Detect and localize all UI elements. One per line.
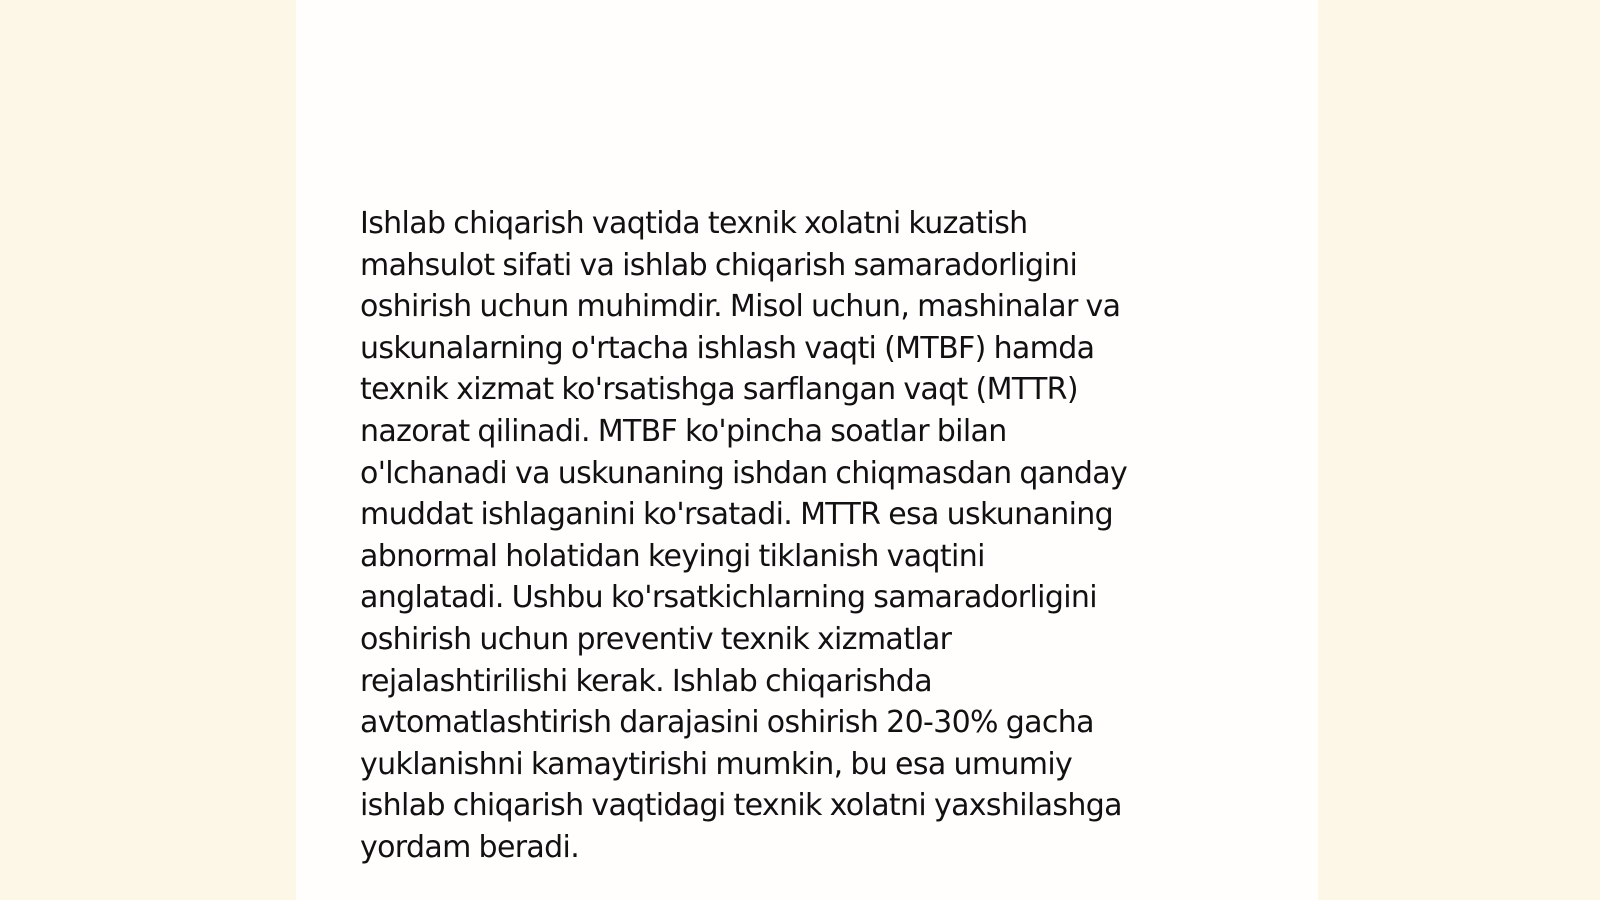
paragraph-line: yordam beradi. bbox=[360, 829, 580, 865]
paragraph-line: yuklanishni kamaytirishi mumkin, bu esa umumiy bbox=[360, 746, 1073, 782]
paragraph-line: oshirish uchun preventiv texnik xizmatlar bbox=[360, 621, 952, 657]
document-paragraph bbox=[360, 203, 1240, 869]
paragraph-line: muddat ishlaganini ko'rsatadi. MTTR esa uskunaning bbox=[360, 497, 1114, 533]
paragraph-line: Ishlab chiqarish vaqtida texnik xolatni kuzatish bbox=[360, 206, 1028, 241]
document-page bbox=[296, 0, 1318, 900]
paragraph-line: mahsulot sifati va ishlab chiqarish samaradorligini bbox=[360, 247, 1078, 283]
paragraph-line: oshirish uchun muhimdir. Misol uchun, mashinalar va bbox=[360, 289, 1121, 325]
paragraph-line: o'lchanadi va uskunaning ishdan chiqmasdan qanday bbox=[360, 455, 1128, 491]
paragraph-line: texnik xizmat ko'rsatishga sarflangan vaqt (MTTR) bbox=[360, 372, 1078, 408]
paragraph-line: uskunalarning o'rtacha ishlash vaqti (MTBF) hamda bbox=[360, 330, 1095, 366]
paragraph-line: nazorat qilinadi. MTBF ko'pincha soatlar bilan bbox=[360, 413, 1007, 449]
paragraph-line: ishlab chiqarish vaqtidagi texnik xolatni yaxshilashga bbox=[360, 788, 1122, 824]
paragraph-line: anglatadi. Ushbu ko'rsatkichlarning samaradorligini bbox=[360, 580, 1097, 616]
paragraph-line: abnormal holatidan keyingi tiklanish vaqtini bbox=[360, 538, 985, 574]
paragraph-line: avtomatlashtirish darajasini oshirish 20-30% gacha bbox=[360, 705, 1094, 741]
paragraph-line: rejalashtirilishi kerak. Ishlab chiqarishda bbox=[360, 663, 932, 699]
